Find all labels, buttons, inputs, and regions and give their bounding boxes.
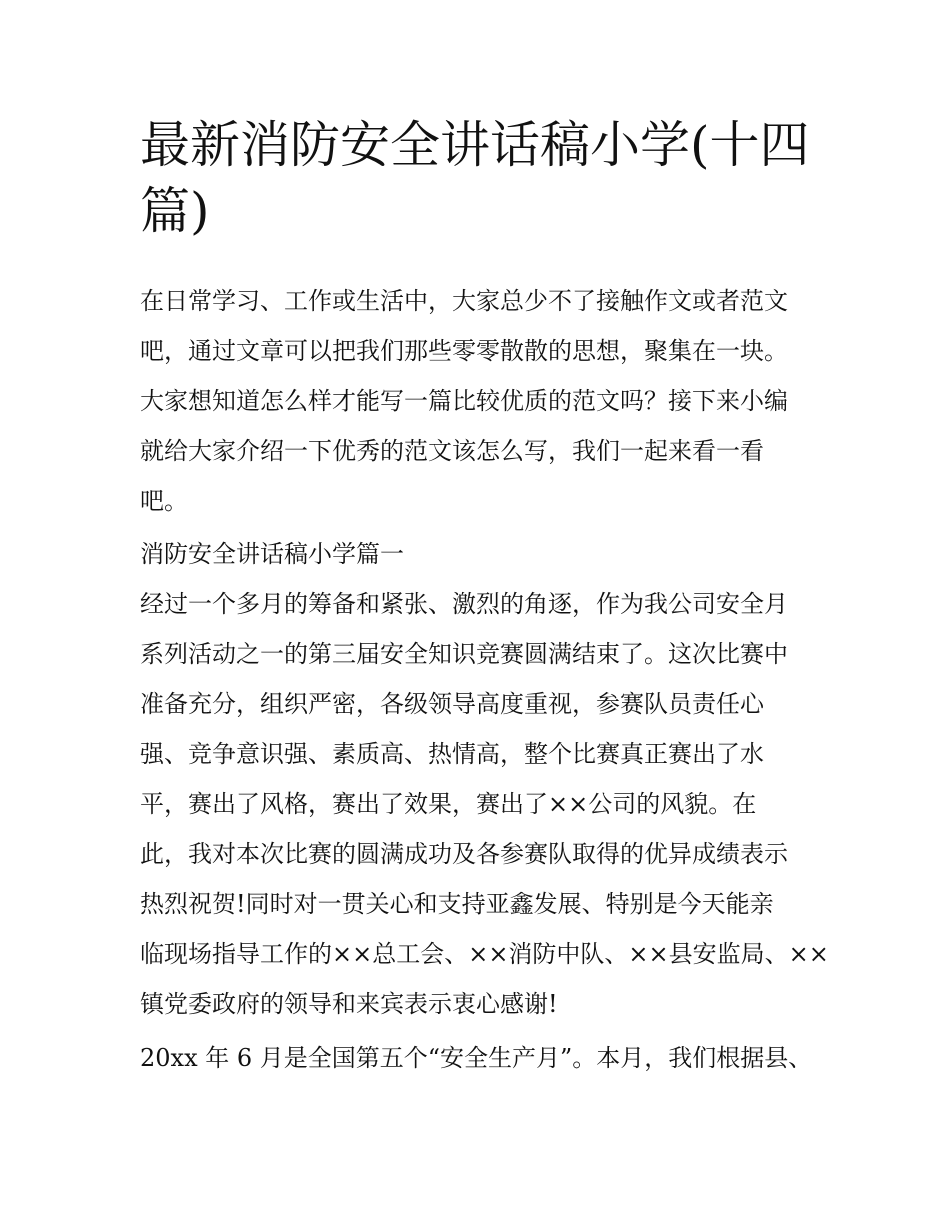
text-line: 镇党委政府的领导和来宾表示衷心感谢! (140, 990, 558, 1018)
text-line: 系列活动之一的第三届安全知识竞赛圆满结束了。这次比赛中 (140, 640, 788, 668)
text-line: 临现场指导工作的××总工会、××消防中队、××县安监局、×× (140, 940, 829, 968)
text-line: 吧。 (140, 487, 188, 515)
text-line: 就给大家介绍一下优秀的范文该怎么写，我们一起来看一看 (140, 437, 764, 465)
text-line: 热烈祝贺!同时对一贯关心和支持亚鑫发展、特别是今天能亲 (140, 890, 774, 918)
text-line: 强、竞争意识强、素质高、热情高，整个比赛真正赛出了水 (140, 740, 764, 768)
text-line: 经过一个多月的筹备和紧张、激烈的角逐，作为我公司安全月 (140, 590, 788, 618)
text-line: 准备充分，组织严密，各级领导高度重视，参赛队员责任心 (140, 690, 764, 718)
title-line: 篇) (140, 182, 210, 240)
body-paragraph (140, 579, 829, 1029)
text-line: 此，我对本次比赛的圆满成功及各参赛队取得的优异成绩表示 (140, 840, 788, 868)
text-line: 吧，通过文章可以把我们那些零零散散的思想，聚集在一块。 (140, 337, 788, 365)
body-paragraph (140, 1033, 820, 1083)
section-heading (140, 529, 820, 579)
section-heading-text: 消防安全讲话稿小学篇一 (140, 540, 404, 568)
text-line: 20xx 年 6 月是全国第五个“安全生产月”。本月，我们根据县、 (140, 1044, 813, 1072)
text-line: 平，赛出了风格，赛出了效果，赛出了××公司的风貌。在 (140, 790, 757, 818)
text-line: 大家想知道怎么样才能写一篇比较优质的范文吗？接下来小编 (140, 387, 788, 415)
title-line: 最新消防安全讲话稿小学(十四 (140, 116, 810, 174)
document-title (140, 112, 820, 244)
intro-paragraph (140, 276, 820, 526)
text-line: 在日常学习、工作或生活中，大家总少不了接触作文或者范文 (140, 287, 788, 315)
